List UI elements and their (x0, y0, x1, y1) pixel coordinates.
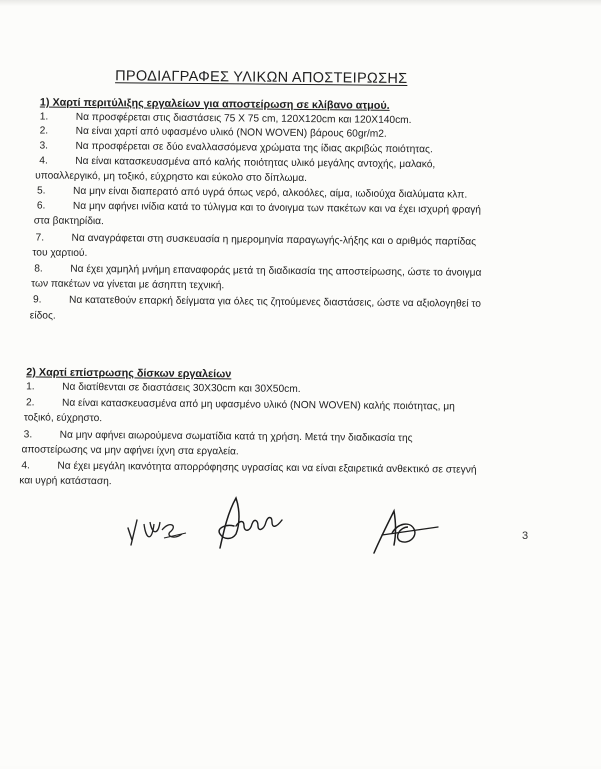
section1-item-9-cont: είδος. (29, 310, 56, 322)
item-text: Να διατίθενται σε διαστάσεις 30Χ30cm και 30Χ50cm. (62, 381, 301, 396)
section1-item-2 (40, 125, 387, 139)
item-number: 9. (32, 294, 42, 306)
section1-item-4 (39, 155, 435, 170)
section2-item-2 (26, 397, 455, 412)
section1-item-8 (34, 263, 481, 278)
item-text: Να είναι κατασκευασμένα από καλής ποιότητας υλικό μεγάλης αντοχής, μαλακό, (75, 155, 436, 171)
page-number: 3 (522, 530, 529, 542)
item-number: 3. (23, 429, 33, 441)
signature-1 (122, 500, 197, 550)
item-number: 1. (26, 381, 35, 393)
section1-item-3 (39, 140, 432, 155)
section1-item-7 (36, 232, 477, 247)
section2-item-3 (24, 429, 413, 444)
section2-item-2-cont: τοξικό, εύχρηστο. (23, 412, 103, 425)
section1-item-6-cont: στα βακτηρίδια. (33, 215, 104, 228)
item-text: Να κατατεθούν επαρκή δείγματα για όλες τις ζητούμενες διαστάσεις, ώστε να αξιολογηθεί το (68, 294, 481, 310)
item-text: Να προσφέρεται στις διαστάσεις 75 Χ 75 cm, 120Χ120cm και 120Χ140cm. (75, 111, 412, 127)
item-text: Να μην αφήνει αιωρούμενα σωματίδια κατά τη χρήση. Μετά την διαδικασία της (59, 429, 413, 445)
signature-3 (368, 505, 443, 560)
item-text: Να προσφέρεται σε δύο εναλλασσόμενα χρώματα της ίδιας ακριβώς ποιότητας. (75, 140, 433, 156)
section2-item-3-cont: αποστείρωσης να μην αφήνει ίχνη στα εργαλεία. (21, 444, 239, 458)
section2-item-1 (26, 381, 301, 395)
item-text: Να έχει μεγάλη ικανότητα απορρόφησης υγρασίας και να είναι εξαιρετικά ανθεκτικό σε στεγνή (57, 460, 477, 476)
item-text: Να είναι χαρτί από υφασμένο υλικό (NON WOVEN) βάρους 60gr/m2. (75, 125, 387, 140)
document-title: ΠΡΟΔΙΑΓΡΑΦΕΣ ΥΛΙΚΩΝ ΑΠΟΣΤΕΙΡΩΣΗΣ (115, 68, 408, 88)
item-number: 5. (36, 185, 46, 197)
signature-2 (206, 490, 286, 555)
item-number: 8. (34, 263, 43, 275)
item-text: Να αναγράφεται στη συσκευασία η ημερομηνία παραγωγής-λήξης και ο αριθμός παρτίδας (71, 232, 477, 248)
section1-heading: 1) Χαρτί περιτύλιξης εργαλείων για αποστείρωση σε κλίβανο ατμού. (39, 96, 390, 112)
section1-item-7-cont: του χαρτιού. (32, 247, 88, 259)
item-text: Να είναι κατασκευασμένα από μη υφασμένο υλικό (NON WOVEN) καλής ποιότητας, μη (61, 397, 455, 413)
item-number: 4. (21, 460, 30, 472)
section1-item-5 (37, 185, 467, 200)
section1-item-9 (33, 294, 481, 309)
item-text: Να έχει χαμηλή μνήμη επαναφοράς μετά τη διαδικασία της αποστείρωσης, ώστε το άνοιγμα (70, 263, 482, 279)
section1-item-4-cont: υποαλλεργικό, μη τοξικό, εύχρηστο και εύκολο στο δίπλωμα. (35, 170, 308, 185)
item-number: 2. (25, 397, 35, 409)
section1-item-6 (37, 200, 481, 215)
section2-item-4 (21, 460, 476, 475)
item-number: 1. (39, 111, 49, 123)
item-number: 6. (36, 200, 46, 212)
item-number: 3. (39, 140, 49, 152)
item-text: Να μην είναι διαπερατό από υγρά όπως νερό, αλκοόλες, αίμα, ιωδιούχα διαλύματα κλπ. (72, 185, 468, 201)
section1-item-1 (40, 111, 412, 126)
section2-item-4-cont: και υγρή κατάσταση. (19, 475, 112, 488)
section2-heading: 2) Χαρτί επίστρωσης δίσκων εργαλείων (26, 366, 232, 381)
section1-item-8-cont: των πακέτων να γίνεται με άσηπτη τεχνική. (31, 278, 225, 292)
item-number: 2. (39, 125, 49, 137)
item-number: 7. (35, 232, 45, 244)
item-text: Να μην αφήνει ινίδια κατά το τύλιγμα και το άνοιγμα των πακέτων και να έχει ισχυρή φραγή (72, 200, 482, 216)
item-number: 4. (39, 155, 48, 167)
